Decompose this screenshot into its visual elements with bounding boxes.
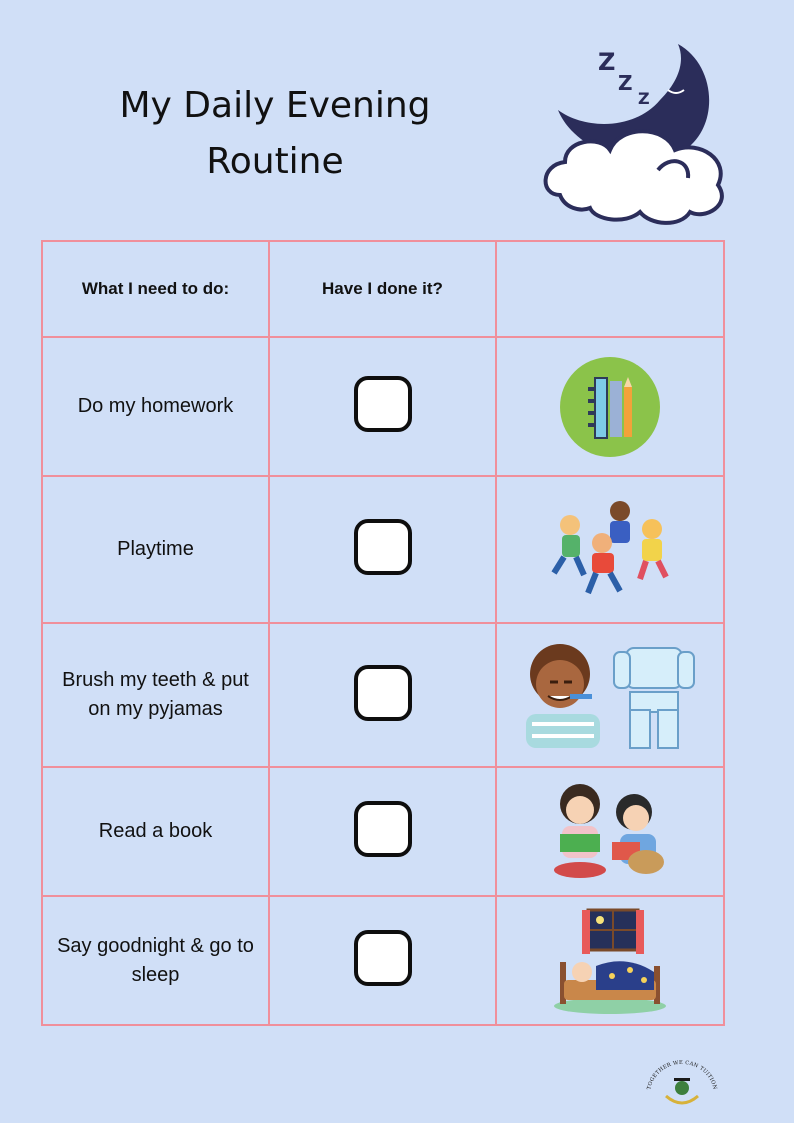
page-title bbox=[60, 78, 490, 190]
svg-text:Z: Z bbox=[598, 48, 616, 76]
task-label: Brush my teeth & put on my pyjamas bbox=[42, 623, 269, 767]
svg-text:Z: Z bbox=[618, 71, 633, 95]
children-reading-icon bbox=[550, 782, 670, 882]
table-header-row bbox=[42, 241, 724, 337]
task-label: Say goodnight & go to sleep bbox=[42, 896, 269, 1025]
picture-cell bbox=[496, 623, 724, 767]
table-row bbox=[42, 476, 724, 623]
table-row bbox=[42, 767, 724, 896]
done-checkbox[interactable] bbox=[354, 801, 412, 857]
sleeping-moon-icon bbox=[540, 40, 730, 225]
column-header-picture bbox=[496, 241, 724, 337]
page-title-line1: My Daily Evening bbox=[119, 85, 431, 126]
table-row bbox=[42, 623, 724, 767]
done-cell bbox=[269, 767, 496, 896]
done-checkbox[interactable] bbox=[354, 665, 412, 721]
table-row bbox=[42, 896, 724, 1025]
svg-text:Z: Z bbox=[638, 89, 650, 108]
routine-table bbox=[41, 240, 725, 1026]
picture-cell bbox=[496, 476, 724, 623]
table-row bbox=[42, 337, 724, 476]
picture-cell bbox=[496, 337, 724, 476]
done-checkbox[interactable] bbox=[354, 376, 412, 432]
logo-text: TOGETHER WE CAN TUITION bbox=[646, 1060, 718, 1091]
picture-cell bbox=[496, 896, 724, 1025]
column-header-task: What I need to do: bbox=[42, 241, 269, 337]
column-header-done: Have I done it? bbox=[269, 241, 496, 337]
task-label: Do my homework bbox=[42, 337, 269, 476]
done-checkbox[interactable] bbox=[354, 519, 412, 575]
toothbrush-pyjamas-icon bbox=[518, 640, 702, 750]
task-label: Playtime bbox=[42, 476, 269, 623]
done-checkbox[interactable] bbox=[354, 930, 412, 986]
picture-cell bbox=[496, 767, 724, 896]
done-cell bbox=[269, 896, 496, 1025]
done-cell bbox=[269, 476, 496, 623]
homework-icon bbox=[560, 357, 660, 457]
done-cell bbox=[269, 337, 496, 476]
child-sleeping-icon bbox=[552, 906, 668, 1016]
page-title-line2: Routine bbox=[206, 141, 344, 182]
done-cell bbox=[269, 623, 496, 767]
children-playing-icon bbox=[540, 495, 680, 605]
logo-icon bbox=[642, 1060, 722, 1110]
task-label: Read a book bbox=[42, 767, 269, 896]
